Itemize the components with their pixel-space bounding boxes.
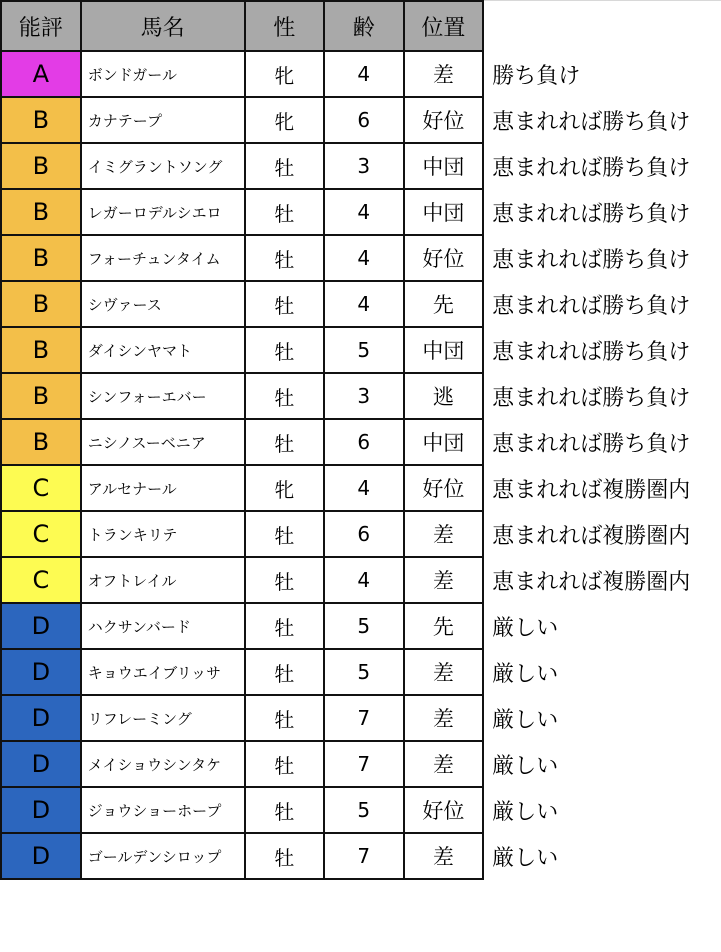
comment-cell: 恵まれれば勝ち負け	[492, 293, 691, 319]
position-cell: 好位	[404, 787, 484, 833]
table-row	[1, 419, 720, 465]
sex-cell: 牡	[245, 189, 325, 235]
sex-cell: 牡	[245, 511, 325, 557]
position-cell: 先	[404, 281, 484, 327]
table-row	[1, 327, 720, 373]
sex-cell: 牡	[245, 787, 325, 833]
horse-name-cell: ダイシンヤマト	[81, 327, 245, 373]
comment-cell: 厳しい	[492, 661, 559, 687]
age-cell: 6	[324, 511, 404, 557]
sex-cell: 牡	[245, 327, 325, 373]
horse-name-cell: レガーロデルシエロ	[81, 189, 245, 235]
sex-cell: 牝	[245, 97, 325, 143]
table-row	[1, 51, 720, 97]
position-cell: 差	[404, 649, 484, 695]
age-cell: 5	[324, 787, 404, 833]
age-cell: 4	[324, 235, 404, 281]
age-cell: 4	[324, 465, 404, 511]
header-sex: 性	[245, 1, 325, 51]
comment-cell: 厳しい	[492, 707, 559, 733]
comment-cell: 厳しい	[492, 845, 559, 871]
table-row	[1, 281, 720, 327]
grade-cell: D	[1, 787, 81, 833]
horse-name-cell: リフレーミング	[81, 695, 245, 741]
horse-name-cell: ニシノスーベニア	[81, 419, 245, 465]
grade-cell: B	[1, 235, 81, 281]
comment-cell: 厳しい	[492, 799, 559, 825]
header-comment-blank	[483, 1, 720, 51]
age-cell: 5	[324, 603, 404, 649]
sex-cell: 牡	[245, 833, 325, 879]
grade-cell: B	[1, 327, 81, 373]
grade-cell: B	[1, 189, 81, 235]
sex-cell: 牡	[245, 557, 325, 603]
table-row	[1, 235, 720, 281]
position-cell: 先	[404, 603, 484, 649]
table-row	[1, 741, 720, 787]
horse-name-cell: トランキリテ	[81, 511, 245, 557]
comment-cell: 恵まれれば勝ち負け	[492, 339, 691, 365]
header-age: 齢	[324, 1, 404, 51]
table-row	[1, 465, 720, 511]
horse-name-cell: オフトレイル	[81, 557, 245, 603]
horse-name-cell: メイショウシンタケ	[81, 741, 245, 787]
comment-cell: 恵まれれば複勝圏内	[492, 477, 691, 503]
horse-name-cell: アルセナール	[81, 465, 245, 511]
comment-cell: 恵まれれば勝ち負け	[492, 385, 691, 411]
horse-name-cell: カナテープ	[81, 97, 245, 143]
position-cell: 差	[404, 51, 484, 97]
sex-cell: 牝	[245, 465, 325, 511]
age-cell: 4	[324, 557, 404, 603]
table-row	[1, 787, 720, 833]
horse-name-cell: ボンドガール	[81, 51, 245, 97]
comment-cell: 恵まれれば勝ち負け	[492, 155, 691, 181]
grade-cell: C	[1, 557, 81, 603]
sex-cell: 牝	[245, 51, 325, 97]
sex-cell: 牡	[245, 143, 325, 189]
position-cell: 中団	[404, 419, 484, 465]
grade-cell: B	[1, 373, 81, 419]
age-cell: 6	[324, 419, 404, 465]
position-cell: 好位	[404, 97, 484, 143]
sex-cell: 牡	[245, 741, 325, 787]
horse-name-cell: フォーチュンタイム	[81, 235, 245, 281]
comment-cell: 厳しい	[492, 753, 559, 779]
table-body	[1, 51, 720, 879]
comment-cell: 恵まれれば複勝圏内	[492, 523, 691, 549]
table-row	[1, 649, 720, 695]
position-cell: 中団	[404, 189, 484, 235]
grade-cell: D	[1, 603, 81, 649]
comment-cell: 厳しい	[492, 615, 559, 641]
age-cell: 7	[324, 833, 404, 879]
age-cell: 4	[324, 51, 404, 97]
horse-name-cell: シヴァース	[81, 281, 245, 327]
grade-cell: B	[1, 419, 81, 465]
grade-cell: D	[1, 833, 81, 879]
position-cell: 逃	[404, 373, 484, 419]
position-cell: 差	[404, 557, 484, 603]
horse-name-cell: イミグラントソング	[81, 143, 245, 189]
table-row	[1, 143, 720, 189]
grade-cell: D	[1, 649, 81, 695]
grade-cell: A	[1, 51, 81, 97]
comment-cell: 勝ち負け	[492, 63, 581, 89]
horse-name-cell: ハクサンバード	[81, 603, 245, 649]
table-row	[1, 511, 720, 557]
grade-cell: C	[1, 511, 81, 557]
grade-cell: B	[1, 281, 81, 327]
age-cell: 4	[324, 189, 404, 235]
sex-cell: 牡	[245, 695, 325, 741]
position-cell: 中団	[404, 143, 484, 189]
age-cell: 7	[324, 695, 404, 741]
grade-cell: D	[1, 741, 81, 787]
position-cell: 差	[404, 695, 484, 741]
horse-name-cell: シンフォーエバー	[81, 373, 245, 419]
sex-cell: 牡	[245, 281, 325, 327]
header-row	[1, 1, 720, 51]
table-row	[1, 97, 720, 143]
position-cell: 好位	[404, 465, 484, 511]
age-cell: 5	[324, 649, 404, 695]
sex-cell: 牡	[245, 649, 325, 695]
grade-cell: C	[1, 465, 81, 511]
comment-cell: 恵まれれば勝ち負け	[492, 431, 691, 457]
age-cell: 3	[324, 373, 404, 419]
age-cell: 6	[324, 97, 404, 143]
age-cell: 5	[324, 327, 404, 373]
age-cell: 4	[324, 281, 404, 327]
sex-cell: 牡	[245, 373, 325, 419]
table-row	[1, 695, 720, 741]
sex-cell: 牡	[245, 419, 325, 465]
table-row	[1, 833, 720, 879]
sex-cell: 牡	[245, 603, 325, 649]
age-cell: 7	[324, 741, 404, 787]
horse-name-cell: ジョウショーホープ	[81, 787, 245, 833]
horse-name-cell: キョウエイブリッサ	[81, 649, 245, 695]
header-position: 位置	[404, 1, 484, 51]
grade-cell: B	[1, 97, 81, 143]
sex-cell: 牡	[245, 235, 325, 281]
position-cell: 好位	[404, 235, 484, 281]
grade-cell: B	[1, 143, 81, 189]
table-row	[1, 557, 720, 603]
grade-cell: D	[1, 695, 81, 741]
position-cell: 差	[404, 741, 484, 787]
comment-cell: 恵まれれば勝ち負け	[492, 109, 691, 135]
position-cell: 差	[404, 833, 484, 879]
table-row	[1, 373, 720, 419]
comment-cell: 恵まれれば勝ち負け	[492, 201, 691, 227]
table-row	[1, 189, 720, 235]
header-name: 馬名	[81, 1, 245, 51]
comment-cell: 恵まれれば複勝圏内	[492, 569, 691, 595]
age-cell: 3	[324, 143, 404, 189]
position-cell: 中団	[404, 327, 484, 373]
position-cell: 差	[404, 511, 484, 557]
header-grade: 能評	[1, 1, 81, 51]
table-row	[1, 603, 720, 649]
comment-cell: 恵まれれば勝ち負け	[492, 247, 691, 273]
horse-name-cell: ゴールデンシロップ	[81, 833, 245, 879]
